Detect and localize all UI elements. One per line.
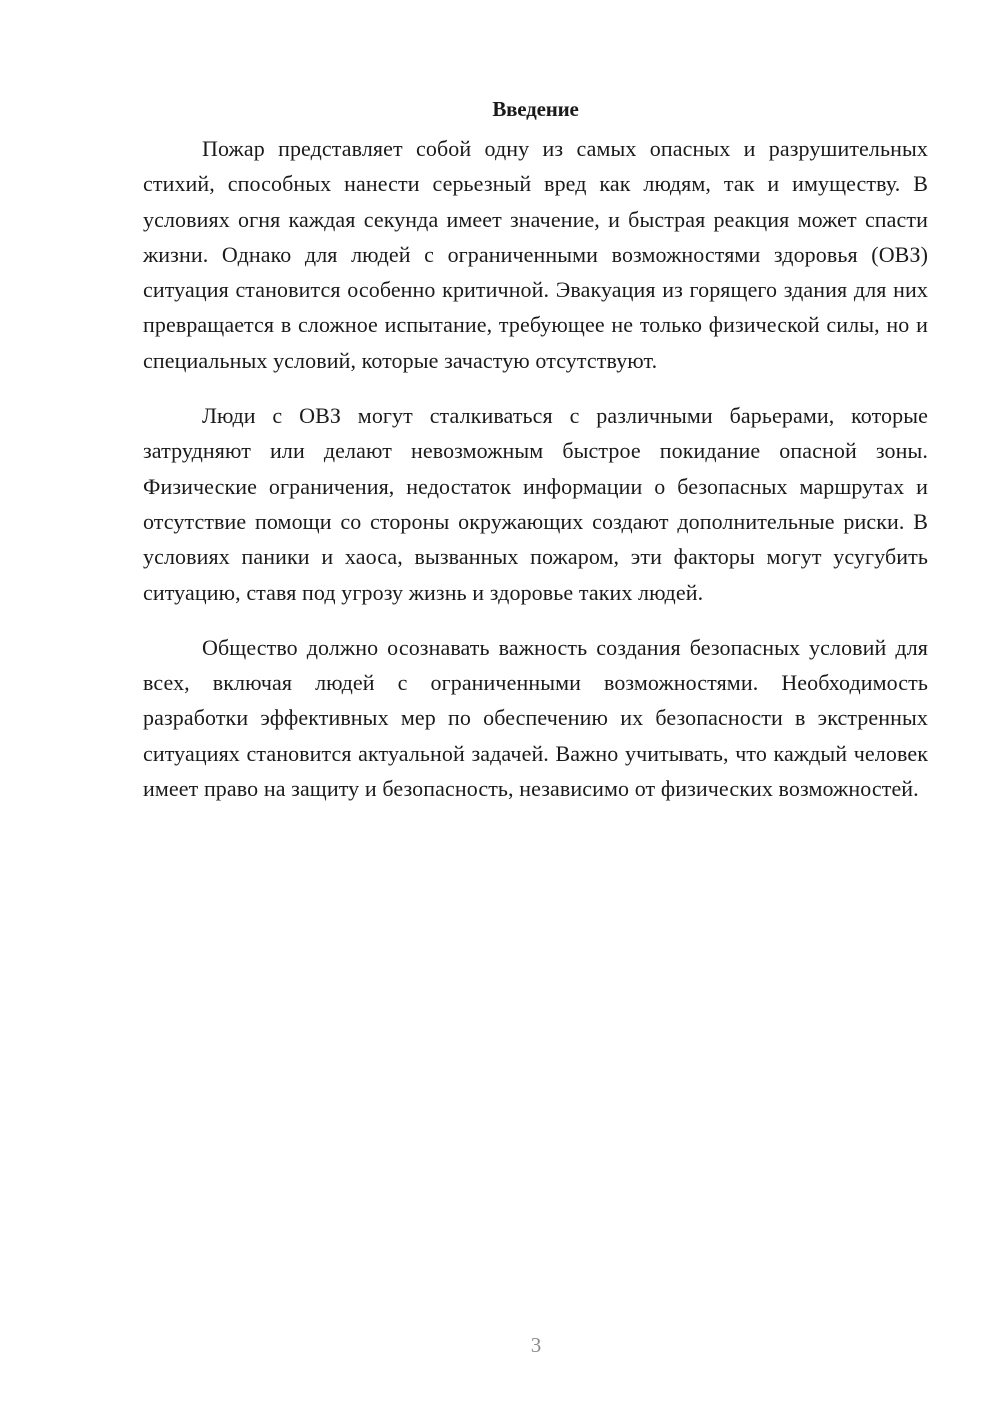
paragraph-2: Люди с ОВЗ могут сталкиваться с различными барьерами, которые затрудняют или делают невозможным быстрое покидание опасной зоны. Физические ограничения, недостаток информации о безопасных маршрутах и отсутствие помощи со стороны окружающих создают дополнительные риски. В условиях паники и хаоса, вызванных пожаром, эти факторы могут усугубить ситуацию, ставя под угрозу жизнь и здоровье таких людей. [143, 403, 928, 605]
paragraph-1: Пожар представляет собой одну из самых опасных и разрушительных стихий, способных нанести серьезный вред как людям, так и имуществу. В условиях огня каждая секунда имеет значение, и быстрая реакция может спасти жизни. Однако для людей с ограниченными возможностями здоровья (ОВЗ) ситуация становится особенно критичной. Эвакуация из горящего здания для них превращается в сложное испытание, требующее не только физической силы, но и специальных условий, которые зачастую отсутствуют. [143, 136, 928, 373]
paragraph-3: Общество должно осознавать важность создания безопасных условий для всех, включая людей с ограниченными возможностями. Необходимость разработки эффективных мер по обеспечению их безопасности в экстренных ситуациях становится актуальной задачей. Важно учитывать, что каждый человек имеет право на защиту и безопасность, независимо от физических возможностей. [143, 634, 928, 802]
page-number: 3 [530, 1333, 542, 1357]
section-heading: Введение [492, 97, 579, 121]
page-content [143, 92, 928, 826]
